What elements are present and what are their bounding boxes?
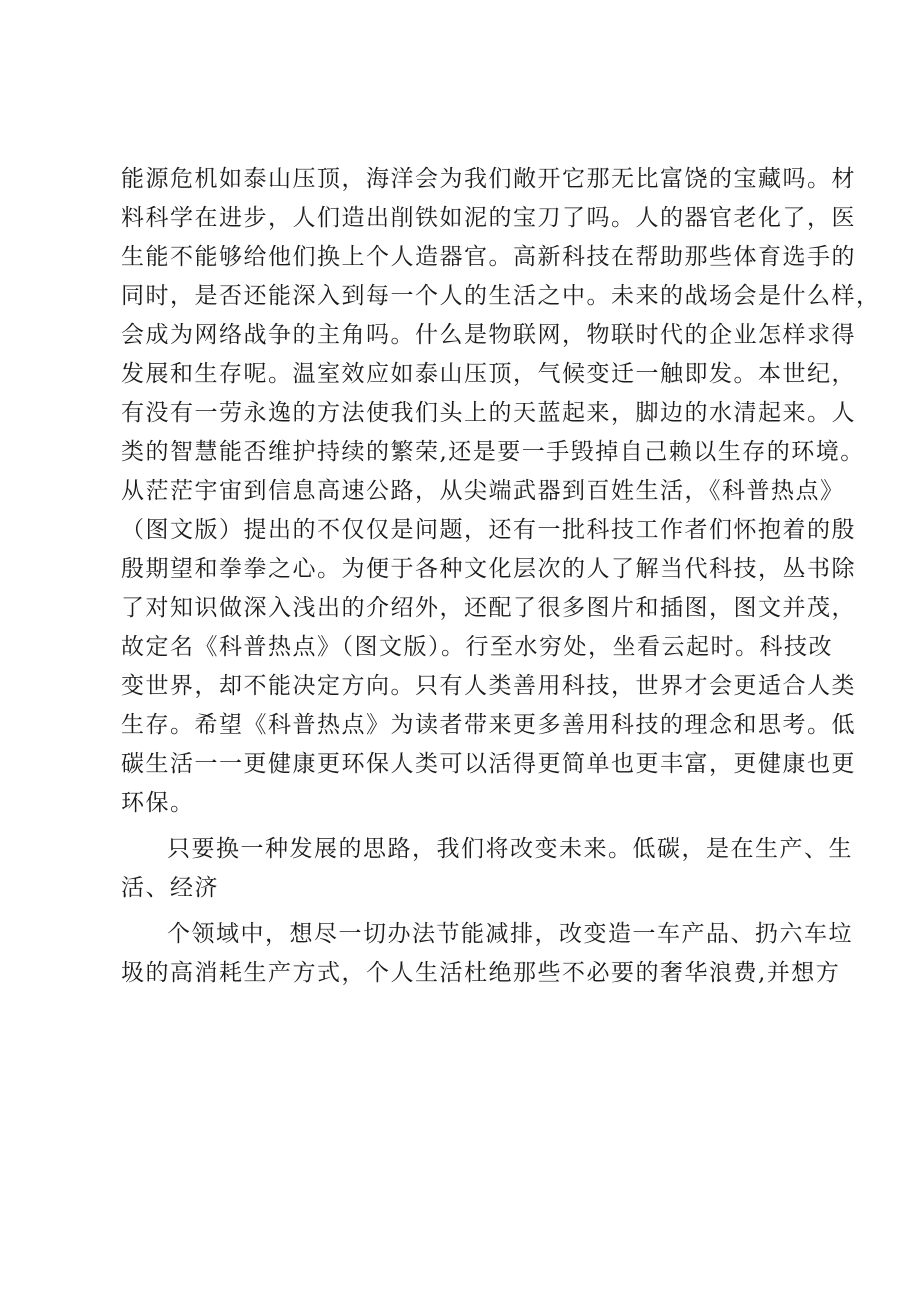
text-line: 能源危机如泰山压顶，海洋会为我们敞开它那无比富饶的宝藏吗。材 [121,166,856,192]
text-line: 环保。 [121,790,195,816]
text-line: 生存。希望《科普热点》为读者带来更多善用科技的理念和思考。低 [121,712,856,738]
text-line: 圾的高消耗生产方式，个人生活杜绝那些不必要的奢华浪费,并想方 [121,960,841,986]
text-line: （图文版）提出的不仅仅是问题，还有一批科技工作者们怀抱着的殷 [121,517,856,543]
text-line: 变世界，却不能决定方向。只有人类善用科技，世界才会更适合人类 [121,673,856,699]
text-line: 个领域中，想尽一切办法节能减排，改变造一车产品、扔六车垃 [167,921,853,947]
text-line: 殷期望和拳拳之心。为便于各种文化层次的人了解当代科技，丛书除 [121,556,856,582]
text-line: 生能不能够给他们换上个人造器官。高新科技在帮助那些体育选手的 [121,244,856,270]
text-line: 同时，是否还能深入到每一个人的生活之中。未来的战场会是什么样， [121,283,881,309]
text-line: 只要换一种发展的思路，我们将改变未来。低碳，是在生产、生 [167,836,853,862]
text-line: 从茫茫宇宙到信息高速公路，从尖端武器到百姓生活，《科普热点》 [121,478,845,504]
text-line: 料科学在进步，人们造出削铁如泥的宝刀了吗。人的器官老化了，医 [121,205,856,231]
text-line: 会成为网络战争的主角吗。什么是物联网，物联时代的企业怎样求得 [121,322,856,348]
text-line: 类的智慧能否维护持续的繁荣,还是要一手毁掉自己赖以生存的环境。 [121,439,865,465]
text-line: 发展和生存呢。温室效应如泰山压顶，气候变迁一触即发。本世纪， [121,361,856,387]
text-line: 碳生活一一更健康更环保人类可以活得更简单也更丰富，更健康也更 [121,751,856,777]
text-line: 故定名《科普热点》（图文版）。行至水穷处，坐看云起时。科技改 [121,634,833,660]
text-line: 活、经济 [121,875,219,901]
text-line: 有没有一劳永逸的方法使我们头上的天蓝起来，脚边的水清起来。人 [121,400,856,426]
text-line: 了对知识做深入浅出的介绍外，还配了很多图片和插图，图文并茂， [121,595,856,621]
